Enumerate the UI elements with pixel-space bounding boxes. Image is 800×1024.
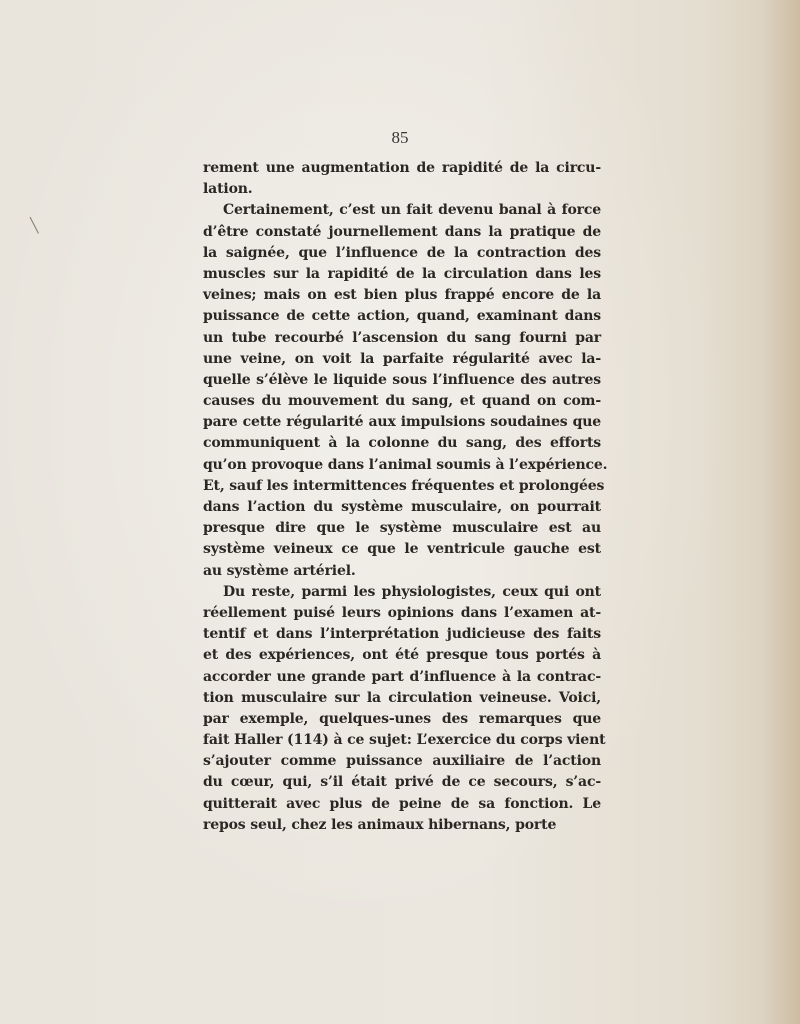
text-line: fait Haller (114) à ce sujet: L’exercice du corps vient: [203, 732, 606, 749]
page-edge-shadow: [762, 0, 800, 1024]
text-line: veines; mais on est bien plus frappé encore de la: [203, 287, 601, 304]
text-line: d’être constaté journellement dans la pratique de: [203, 223, 601, 240]
text-line: au système artériel.: [203, 562, 356, 579]
text-line: Certainement, c’est un fait devenu banal à force: [223, 202, 601, 219]
text-line: par exemple, quelques-unes des remarques que: [203, 710, 601, 727]
text-line: repos seul, chez les animaux hibernans, porte: [203, 816, 557, 833]
text-line: quelle s’élève le liquide sous l’influence des autres: [203, 371, 601, 388]
text-line: Et, sauf les intermittences fréquentes et prolongées: [203, 477, 605, 494]
page-number: 85: [391, 128, 409, 147]
paragraph: [203, 158, 601, 200]
text-line: la saignée, que l’influence de la contraction des: [203, 244, 601, 261]
text-line: causes du mouvement du sang, et quand on com-: [203, 393, 601, 410]
text-line: rement une augmentation de rapidité de la circu-: [203, 160, 601, 176]
text-line: et des expériences, ont été presque tous portés à: [203, 647, 601, 664]
text-line: Du reste, parmi les physiologistes, ceux qui ont: [223, 583, 601, 600]
text-line: lation.: [203, 181, 253, 198]
body-text: [203, 158, 608, 836]
stray-mark: ╲: [30, 218, 39, 234]
text-line: pare cette régularité aux impulsions soudaines que: [203, 414, 601, 431]
text-line: une veine, on voit la parfaite régularité avec la-: [203, 350, 601, 367]
text-line: système veineux ce que le ventricule gauche est: [203, 541, 601, 558]
text-line: presque dire que le système musculaire est au: [203, 520, 601, 537]
text-line: qu’on provoque dans l’animal soumis à l’expérience.: [203, 456, 608, 473]
text-line: quitterait avec plus de peine de sa fonction. Le: [203, 795, 601, 812]
text-line: puissance de cette action, quand, examinant dans: [203, 308, 601, 325]
text-line: s’ajouter comme puissance auxiliaire de l’action: [203, 753, 601, 770]
text-line: du cœur, qui, s’il était privé de ce secours, s’ac-: [203, 774, 601, 791]
text-line: un tube recourbé l’ascension du sang fourni par: [203, 329, 601, 346]
text-line: tentif et dans l’interprétation judicieuse des faits: [203, 626, 601, 643]
text-line: muscles sur la rapidité de la circulation dans les: [203, 265, 601, 282]
text-line: réellement puisé leurs opinions dans l’examen at-: [203, 604, 601, 621]
text-line: dans l’action du système musculaire, on pourrait: [203, 499, 601, 515]
text-line: communiquent à la colonne du sang, des efforts: [203, 435, 601, 452]
paragraph: [203, 582, 606, 836]
text-line: tion musculaire sur la circulation veineuse. Voici,: [203, 689, 601, 706]
paragraph: [203, 200, 608, 581]
text-line: accorder une grande part d’influence à la contrac-: [203, 668, 601, 685]
